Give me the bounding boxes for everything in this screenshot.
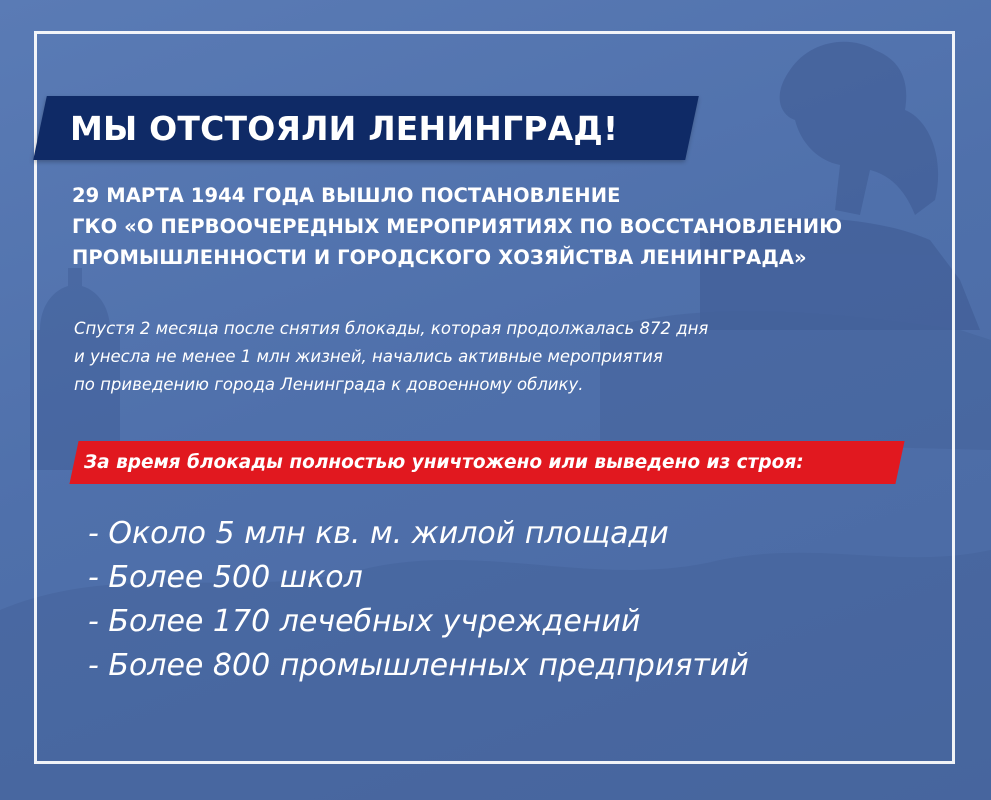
body-line: Спустя 2 месяца после снятия блокады, которая продолжалась 872 дня (74, 319, 709, 338)
headline-line: ГКО «О ПЕРВООЧЕРЕДНЫХ МЕРОПРИЯТИЯХ ПО ВОССТАНОВЛЕНИЮ (72, 215, 843, 238)
facts-list (88, 512, 948, 688)
headline (72, 180, 952, 273)
headline-line: ПРОМЫШЛЕННОСТИ И ГОРОДСКОГО ХОЗЯЙСТВА ЛЕНИНГРАДА» (72, 246, 807, 269)
list-item: - Около 5 млн кв. м. жилой площади (88, 516, 669, 551)
list-item: - Более 800 промышленных предприятий (88, 648, 749, 683)
page-title: МЫ ОТСТОЯЛИ ЛЕНИНГРАД! (70, 109, 619, 148)
red-banner-text: За время блокады полностью уничтожено или выведено из строя: (84, 452, 804, 473)
headline-line: 29 МАРТА 1944 ГОДА ВЫШЛО ПОСТАНОВЛЕНИЕ (72, 184, 621, 207)
list-item: - Более 500 школ (88, 560, 363, 595)
body-text (74, 315, 894, 399)
list-item: - Более 170 лечебных учреждений (88, 604, 641, 639)
body-line: и унесла не менее 1 млн жизней, начались активные мероприятия (74, 347, 663, 366)
body-line: по приведению города Ленинграда к довоенному облику. (74, 375, 584, 394)
